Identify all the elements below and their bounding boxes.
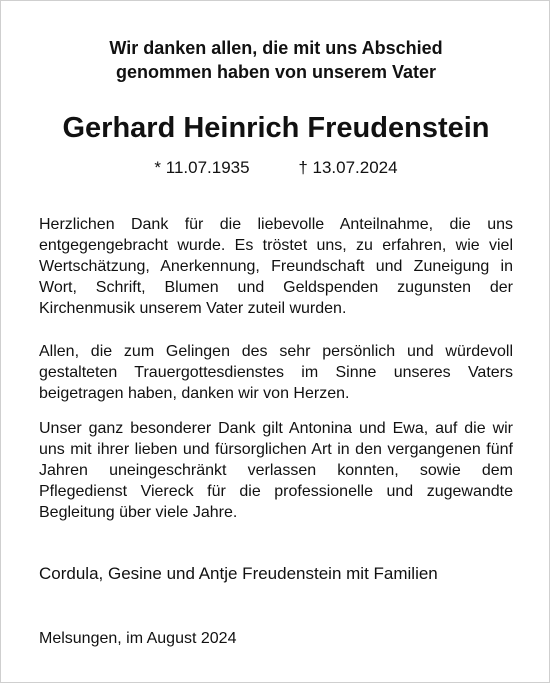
paragraph-text: Unser ganz besonderer Dank gilt Antonina und Ewa, auf die wir uns mit ihrer lieben und fürsorglichen Art in den vergangenen fünf Jahren uneingeschränkt verlassen konnten, sowie dem Pflegedienst Viereck für die professionelle und zugewandte Begleitung über viele Jahre. (39, 420, 513, 521)
birth-date: * 11.07.1935 (154, 158, 250, 177)
life-dates (1, 157, 550, 179)
thanks-paragraph-2 (39, 341, 513, 404)
intro-line-1: Wir danken allen, die mit uns Abschied (109, 38, 443, 58)
place-and-date: Melsungen, im August 2024 (39, 630, 237, 647)
paragraph-text: Herzlichen Dank für die liebevolle Anteilnahme, die uns entgegengebracht wurde. Es tröstet uns, zu erfahren, wie viel Wertschätzung, Anerkennung, Freundschaft und Zuneigung in Wort, Schrift, Blumen und Geldspenden zugunsten der Kirchenmusik unserem Vater zuteil wurden. (39, 216, 513, 317)
thanks-paragraph-3 (39, 418, 513, 523)
intro-heading (1, 36, 550, 84)
family-signature: Cordula, Gesine und Antje Freudenstein mit Familien (39, 564, 438, 583)
death-date: † 13.07.2024 (298, 158, 398, 177)
deceased-name: Gerhard Heinrich Freudenstein (62, 112, 490, 144)
thanks-paragraph-1 (39, 214, 513, 319)
paragraph-text: Allen, die zum Gelingen des sehr persönlich und würdevoll gestalteten Trauergottesdienstes im Sinne unseres Vaters beigetragen haben, danken wir von Herzen. (39, 343, 513, 402)
intro-line-2: genommen haben von unserem Vater (115, 62, 437, 82)
